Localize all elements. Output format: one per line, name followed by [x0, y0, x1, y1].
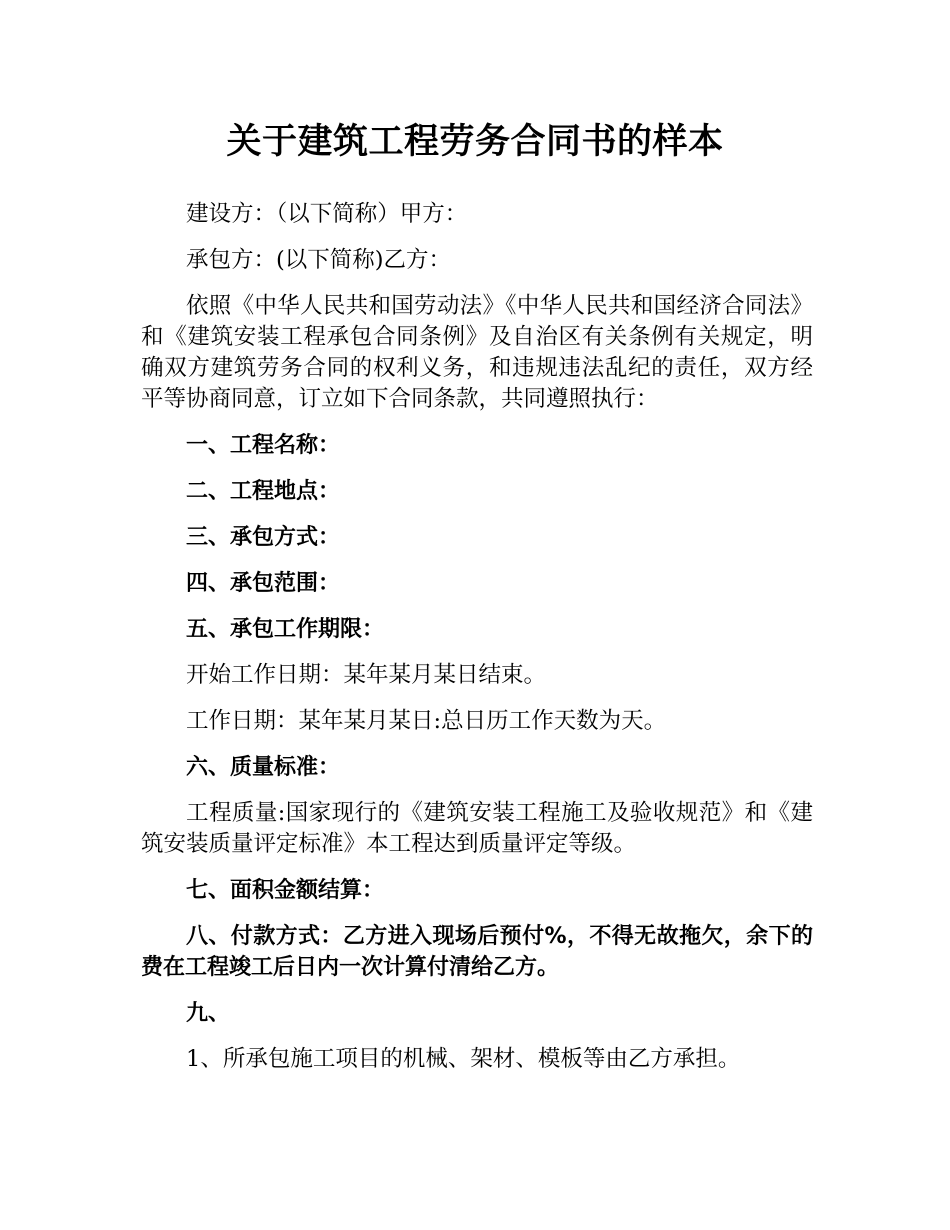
section-heading-5: 五、承包工作期限： — [186, 617, 385, 642]
preamble-paragraph: 依照《中华人民共和国劳动法》《中华人民共和国经济合同法》和《建筑安装工程承包合同条例》及自治区有关条例有关规定，明确双方建筑劳务合同的权利义务，和违规违法乱纪的责任，双方经平等协商同意，订立如下合同条款，共同遵照执行： — [141, 293, 813, 412]
section-heading-3: 三、承包方式： — [186, 525, 341, 550]
payment-paragraph: 八、付款方式：乙方进入现场后预付%，不得无故拖欠，余下的费在工程竣工后日内一次计算付清给乙方。 — [141, 924, 813, 980]
party-a-line: 建设方：（以下简称）甲方： — [186, 201, 468, 227]
section-heading-2: 二、工程地点： — [186, 479, 341, 504]
document-title: 关于建筑工程劳务合同书的样本 — [226, 122, 724, 162]
party-b-line: 承包方：(以下简称)乙方： — [186, 247, 452, 273]
section-heading-7: 七、面积金额结算： — [186, 878, 385, 903]
start-date-line: 开始工作日期：某年某月某日结束。 — [186, 662, 547, 688]
document-body — [141, 199, 813, 1090]
quality-paragraph: 工程质量:国家现行的《建筑安装工程施工及验收规范》和《建筑安装质量评定标准》本工程达到质量评定等级。 — [141, 800, 813, 857]
work-date-line: 工作日期：某年某月某日:总日历工作天数为天。 — [186, 708, 667, 734]
clause-9-1: 1、所承包施工项目的机械、架材、模板等由乙方承担。 — [186, 1046, 741, 1072]
section-heading-9: 九、 — [186, 1001, 231, 1026]
section-heading-6: 六、质量标准： — [186, 755, 341, 780]
section-heading-1: 一、工程名称： — [186, 433, 341, 458]
section-heading-4: 四、承包范围： — [186, 571, 341, 596]
